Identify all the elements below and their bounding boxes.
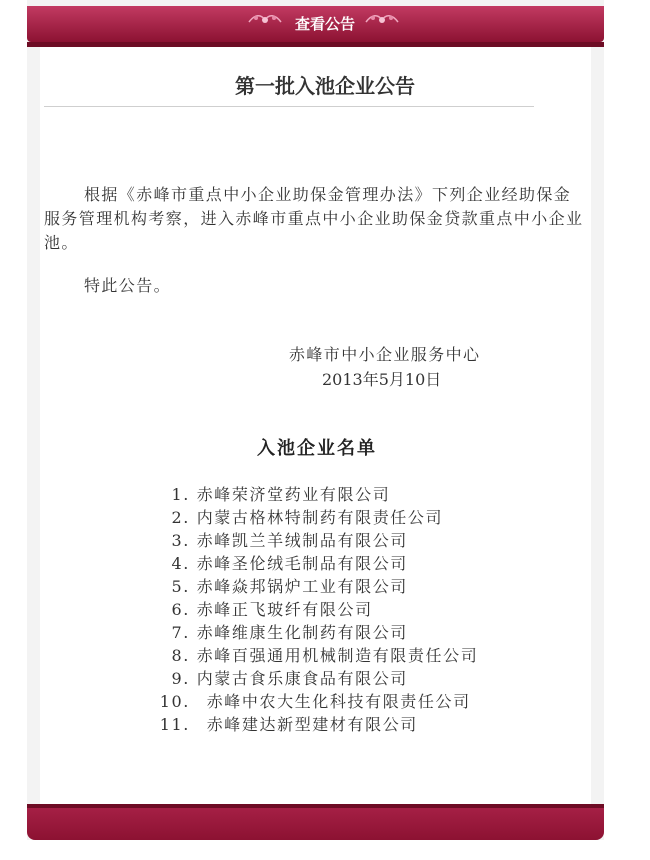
company-name: 赤峰百强通用机械制造有限责任公司 [196,646,479,665]
list-item [150,713,478,736]
list-item-number: 11. [159,715,190,734]
list-item [150,575,478,598]
list-item-number: 8. [171,646,190,665]
signature-organization: 赤峰市中小企业服务中心 [289,345,481,364]
company-name: 内蒙古格林特制药有限责任公司 [196,508,444,527]
signature-date: 2013年5月10日 [322,370,442,389]
list-item-number: 10. [159,692,190,711]
company-list [150,483,478,736]
company-name: 内蒙古食乐康食品有限公司 [196,669,408,688]
list-item [150,690,478,713]
list-item [150,552,478,575]
list-item [150,506,478,529]
page-title: 第一批入池企业公告 [235,74,415,98]
list-item-number: 7. [171,623,190,642]
company-name: 赤峰焱邦锅炉工业有限公司 [196,577,408,596]
list-item [150,644,478,667]
list-item [150,598,478,621]
company-name: 赤峰中农大生化科技有限责任公司 [206,692,471,711]
company-list-heading: 入池企业名单 [257,438,377,459]
company-name: 赤峰荣济堂药业有限公司 [196,485,391,504]
announcement-body: 根据《赤峰市重点中小企业助保金管理办法》下列企业经助保金服务管理机构考察，进入赤峰市重点中小企业助保金贷款重点中小企业池。 [44,185,584,252]
list-item [150,529,478,552]
list-item-number: 4. [171,554,190,573]
list-item-number: 1. [171,485,190,504]
company-name: 赤峰凯兰羊绒制品有限公司 [196,531,408,550]
list-item [150,483,478,506]
list-item-number: 5. [171,577,190,596]
list-item [150,667,478,690]
company-name: 赤峰正飞玻纤有限公司 [196,600,373,619]
header-title: 查看公告 [294,15,355,33]
company-name: 赤峰维康生化制药有限公司 [196,623,408,642]
company-name: 赤峰圣伦绒毛制品有限公司 [196,554,408,573]
list-item-number: 6. [171,600,190,619]
title-divider [44,106,534,107]
list-item-number: 2. [171,508,190,527]
company-name: 赤峰建达新型建材有限公司 [206,715,418,734]
footer-bar [27,808,604,840]
list-item [150,621,478,644]
announcement-closing: 特此公告。 [84,276,172,295]
list-item-number: 3. [171,531,190,550]
list-item-number: 9. [171,669,190,688]
